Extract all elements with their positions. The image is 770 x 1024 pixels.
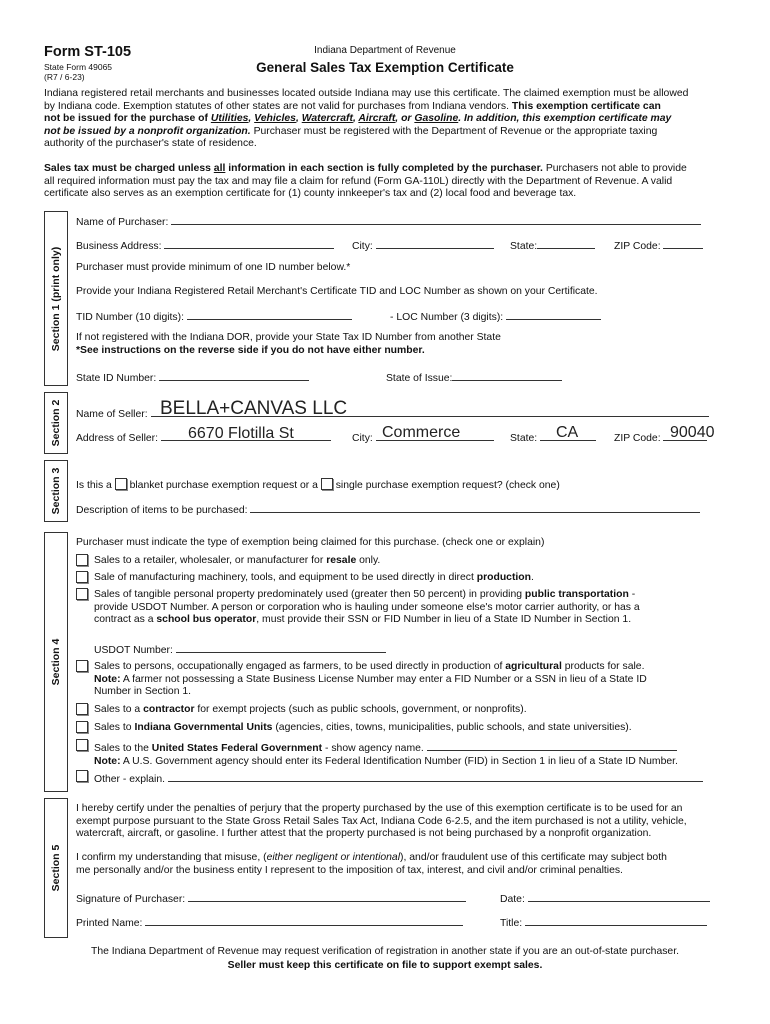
section-2-tab: Section 2 [44,392,68,454]
description-field[interactable] [250,502,700,513]
usdot-number-field[interactable] [176,642,386,653]
agency-name: Indiana Department of Revenue [314,45,456,56]
state-issue-field[interactable] [452,370,562,381]
date-field[interactable] [528,891,710,902]
public-transportation-option-text: Sales of tangible personal property predominately used (greater then 50 percent) in providing public transportation - provide USDOT Number. A person or corporation who is hauling under someone else's motor carrier authority, or has a contract as a school bus operator, must provide their SSN or FID Number in lieu of a State ID Number in Section 1. [94,589,640,626]
tid-number-field[interactable] [187,309,352,320]
certification-text: I hereby certify under the penalties of perjury that the property purchased by the use of this exemption certificate is to be used for an exempt purpose pursuant to the State Gross Retail Sales Tax Act, Indiana Code 6-2.5, and the item purchased is not a utility, vehicle, watercraft, aircraft, or gasoline. I further attest that the property purchased is not being purchased by a nonprofit organization. [76,803,687,840]
blanket-checkbox[interactable] [115,478,127,490]
federal-government-option-text: Sales to the United States Federal Government - show agency name. Note: A U.S. Government agency should enter its Federal Identification Number (FID) in Section 1 in lieu of a State ID Number. [94,740,678,768]
purchaser-city-row: City: [352,238,494,252]
purchaser-name-row: Name of Purchaser: [76,214,701,228]
seller-address-value: 6670 Flotilla St [188,425,294,442]
usdot-row: USDOT Number: [94,642,386,656]
exemption-intro-text: Purchaser must indicate the type of exemption being claimed for this purchase. (check one or explain) [76,537,545,548]
purchaser-city-field[interactable] [376,238,494,249]
signature-field[interactable] [188,891,466,902]
purchaser-name-field[interactable] [171,214,701,225]
contractor-option-text: Sales to a contractor for exempt projects (such as public schools, government, or nonprofits). [94,704,527,715]
state-id-field[interactable] [159,370,309,381]
state-id-row: State ID Number: [76,370,309,384]
other-option-row: Other - explain. [94,771,703,785]
printed-name-row: Printed Name: [76,915,463,929]
loc-row: - LOC Number (3 digits): [390,309,601,323]
governmental-units-option-text: Sales to Indiana Governmental Units (agencies, cities, towns, municipalities, public schools, and state universities). [94,722,632,733]
date-row: Date: [500,891,710,905]
footer-note: The Indiana Department of Revenue may request verification of registration in another state if you are an out-of-state purchaser. [91,946,679,957]
purchase-type-row: Is this a blanket purchase exemption request or a single purchase exemption request? (check one) [76,480,560,491]
contractor-checkbox[interactable] [76,703,88,715]
id-requirement-text: Purchaser must provide minimum of one ID number below.* [76,262,351,273]
governmental-units-checkbox[interactable] [76,721,88,733]
footer-keep-on-file: Seller must keep this certificate on file to support exempt sales. [227,960,543,971]
section-3-tab: Section 3 [44,460,68,522]
production-checkbox[interactable] [76,571,88,583]
loc-number-field[interactable] [506,309,601,320]
business-address-row: Business Address: [76,238,334,252]
other-explain-field[interactable] [168,771,703,782]
agency-name-field[interactable] [427,740,677,751]
requirement-paragraph: Sales tax must be charged unless all information in each section is fully completed by the purchaser. Purchasers not able to provide all required information must pay the tax and may file a claim for refund (Form GA-110L) directly with the Department of Revenue. A valid certificate also serves as an exemption certificate for (1) county innkeeper's tax and (2) local food and beverage tax. [44,163,687,200]
public-transportation-checkbox[interactable] [76,588,88,600]
agricultural-checkbox[interactable] [76,660,88,672]
seller-state-row: State: [510,430,596,444]
federal-government-checkbox[interactable] [76,739,88,751]
section-5-tab: Section 5 [44,798,68,938]
seller-city-value: Commerce [382,424,461,441]
production-option-text: Sale of manufacturing machinery, tools, and equipment to be used directly in direct production. [94,572,534,583]
signature-row: Signature of Purchaser: [76,891,466,905]
business-address-field[interactable] [164,238,334,249]
seller-city-row: City: [352,430,494,444]
state-form-number: State Form 49065 [44,62,113,72]
tid-instructions-text: Provide your Indiana Registered Retail Merchant's Certificate TID and LOC Number as shown on your Certificate. [76,286,598,297]
page-title: General Sales Tax Exemption Certificate [256,60,514,75]
revision-date: (R7 / 6-23) [44,72,85,82]
printed-name-field[interactable] [145,915,463,926]
purchaser-state-row: State: [510,238,595,252]
resale-checkbox[interactable] [76,554,88,566]
seller-zip-row: ZIP Code: [614,430,707,444]
form-number: Form ST-105 [44,44,132,60]
seller-name-value: BELLA+CANVAS LLC [160,398,348,419]
description-row: Description of items to be purchased: [76,502,700,516]
purchaser-zip-field[interactable] [663,238,703,249]
resale-option-text: Sales to a retailer, wholesaler, or manufacturer for resale only. [94,555,381,566]
seller-state-value: CA [556,424,579,441]
purchaser-state-field[interactable] [537,238,595,249]
seller-zip-value: 90040 [670,424,715,441]
title-row: Title: [500,915,707,929]
intro-paragraph: Indiana registered retail merchants and businesses located outside Indiana may use this certificate. The claimed exemption must be allowed by Indiana code. Exemption statutes of other states are not valid for purchases from Indiana vendors. This exemption certificate can not be issued for the purchase of Utilities, Vehicles, Watercraft, Aircraft, or Gasoline. In addition, this exemption certificate may not be issued by a nonprofit organization. Purchaser must be registered with the Department of Revenue or the appropriate taxing authority of the purchaser's state of residence. [44,88,689,150]
confirmation-text: I confirm my understanding that misuse, (either negligent or intentional), and/or fraudulent use of this certificate may subject both me personally and/or the business entity I represent to the imposition of tax, interest, and civil and/or criminal penalties. [76,852,667,876]
single-checkbox[interactable] [321,478,333,490]
other-checkbox[interactable] [76,770,88,782]
section-1-tab: Section 1 (print only) [44,211,68,386]
title-field[interactable] [525,915,707,926]
tid-row: TID Number (10 digits): [76,309,352,323]
not-registered-text: If not registered with the Indiana DOR, provide your State Tax ID Number from another State *See instructions on the reverse side if you do not have either number. [76,332,501,356]
state-issue-row: State of Issue: [386,370,562,384]
seller-name-row: Name of Seller: [76,406,709,420]
purchaser-zip-row: ZIP Code: [614,238,703,252]
seller-address-row: Address of Seller: [76,430,331,444]
agricultural-option-text: Sales to persons, occupationally engaged as farmers, to be used directly in production of agricultural products for sale. Note: A farmer not possessing a State Business License Number may enter a FID Number or a SSN in lieu of a State ID Number in Section 1. [94,661,647,698]
section-4-tab: Section 4 [44,532,68,792]
